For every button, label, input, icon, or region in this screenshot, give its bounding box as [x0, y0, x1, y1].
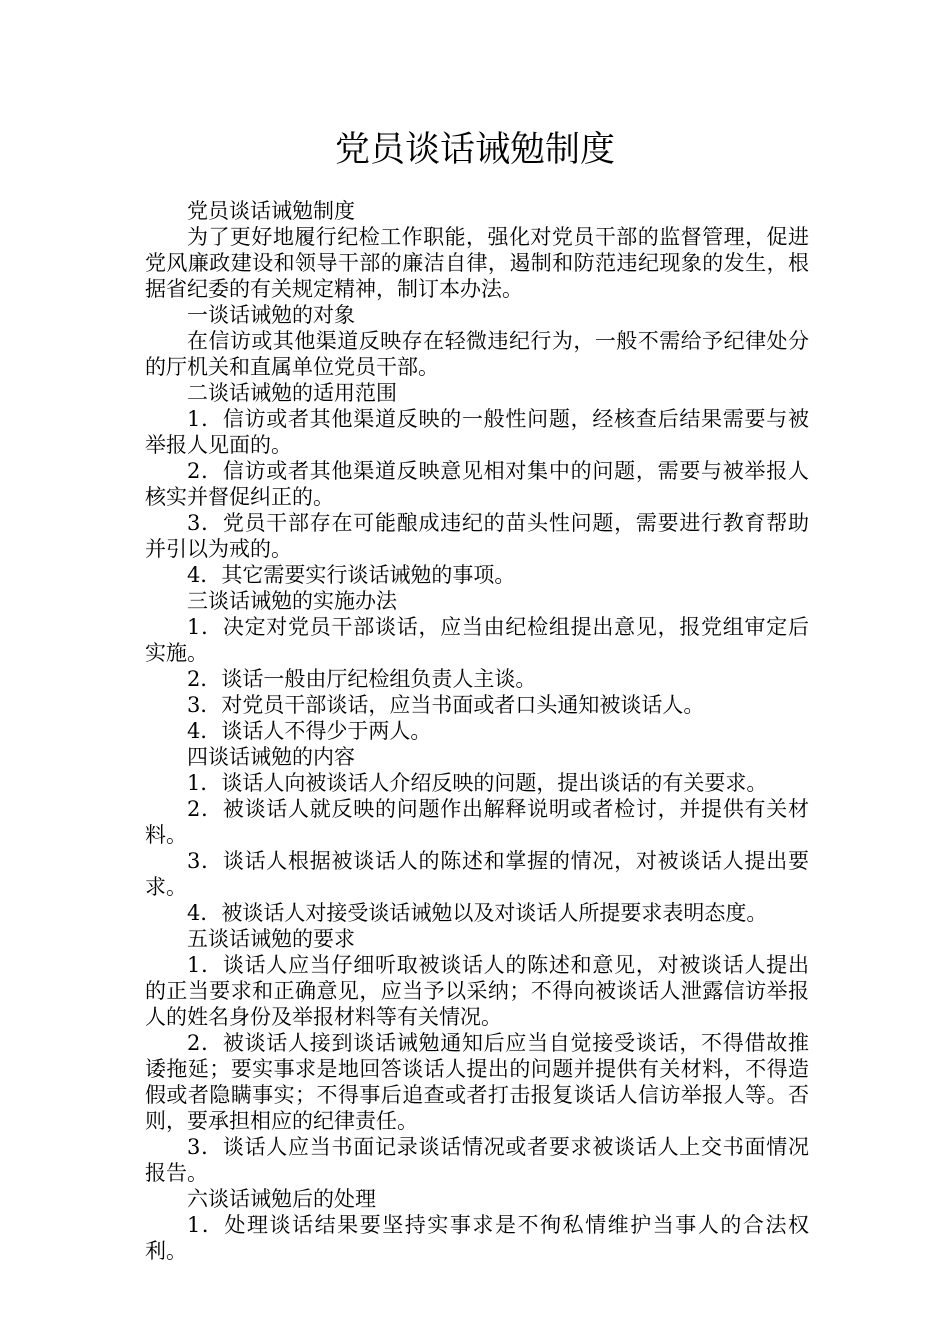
list-item: 3．谈话人根据被谈话人的陈述和掌握的情况，对被谈话人提出要求。 — [145, 849, 809, 899]
list-item: 2．信访或者其他渠道反映意见相对集中的问题，需要与被举报人核实并督促纠正的。 — [145, 459, 809, 509]
list-item: 2．谈话一般由厅纪检组负责人主谈。 — [187, 667, 537, 691]
list-item: 1．决定对党员干部谈话，应当由纪检组提出意见，报党组审定后实施。 — [145, 615, 809, 665]
list-item: 2．被谈话人接到谈话诫勉通知后应当自觉接受谈话，不得借故推诿拖延；要实事求是地回答谈话人提出的问题并提供有关材料，不得造假或者隐瞒事实；不得事后追查或者打击报复谈话人信访举报人等。否则，要承担相应的纪律责任。 — [145, 1031, 809, 1133]
list-item: 4．被谈话人对接受谈话诫勉以及对谈话人所提要求表明态度。 — [187, 901, 768, 925]
paragraph-subtitle: 党员谈话诫勉制度 — [187, 199, 355, 223]
list-item: 1．处理谈话结果要坚持实事求是不徇私情维护当事人的合法权利。 — [145, 1213, 809, 1263]
list-item: 2．被谈话人就反映的问题作出解释说明或者检讨，并提供有关材料。 — [145, 797, 809, 847]
paragraph: 在信访或其他渠道反映存在轻微违纪行为，一般不需给予纪律处分的厅机关和直属单位党员干部。 — [145, 329, 809, 379]
section-heading-4: 四谈话诫勉的内容 — [187, 745, 355, 769]
list-item: 4．其它需要实行谈话诫勉的事项。 — [187, 563, 516, 587]
list-item: 1．信访或者其他渠道反映的一般性问题，经核查后结果需要与被举报人见面的。 — [145, 407, 809, 457]
section-heading-1: 一谈话诫勉的对象 — [187, 303, 355, 327]
document-title: 党员谈话诫勉制度 — [334, 130, 615, 170]
document-body — [145, 198, 809, 1264]
list-item: 3．对党员干部谈话，应当书面或者口头通知被谈话人。 — [187, 693, 705, 717]
section-heading-2: 二谈话诫勉的适用范围 — [187, 381, 397, 405]
section-heading-5: 五谈话诫勉的要求 — [187, 927, 355, 951]
list-item: 1．谈话人应当仔细听取被谈话人的陈述和意见，对被谈话人提出的正当要求和正确意见，应当予以采纳；不得向被谈话人泄露信访举报人的姓名身份及举报材料等有关情况。 — [145, 953, 809, 1029]
section-heading-6: 六谈话诫勉后的处理 — [187, 1187, 376, 1211]
list-item: 4．谈话人不得少于两人。 — [187, 719, 432, 743]
section-heading-3: 三谈话诫勉的实施办法 — [187, 589, 397, 613]
list-item: 1．谈话人向被谈话人介绍反映的问题，提出谈话的有关要求。 — [187, 771, 768, 795]
list-item: 3．谈话人应当书面记录谈话情况或者要求被谈话人上交书面情况报告。 — [145, 1135, 809, 1185]
list-item: 3．党员干部存在可能酿成违纪的苗头性问题，需要进行教育帮助并引以为戒的。 — [145, 511, 809, 561]
paragraph-intro: 为了更好地履行纪检工作职能，强化对党员干部的监督管理，促进党风廉政建设和领导干部的廉洁自律，遏制和防范违纪现象的发生，根据省纪委的有关规定精神，制订本办法。 — [145, 225, 809, 301]
